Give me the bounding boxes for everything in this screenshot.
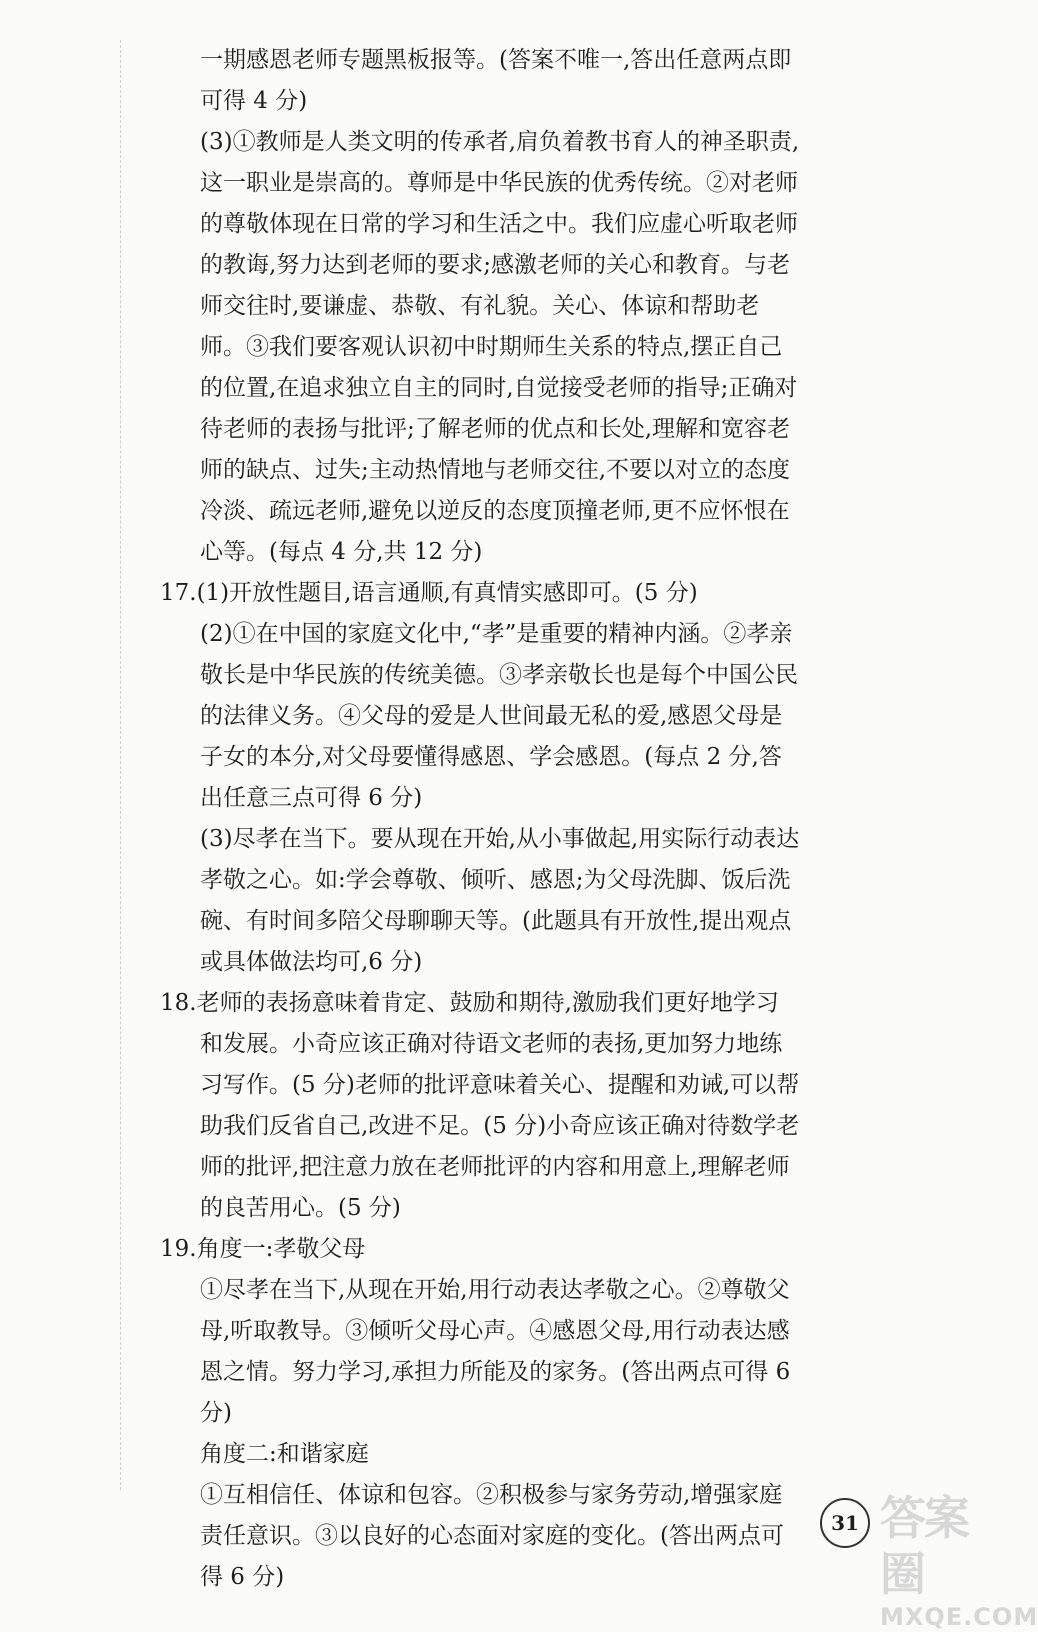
question-18-answer: 18.老师的表扬意味着肯定、鼓励和期待,激励我们更好地学习和发展。小奇应该正确对待语文老师的表扬,更加努力地练习写作。(5 分)老师的批评意味着关心、提醒和劝诫,可以帮助我们反省自己,改进不足。(5 分)小奇应该正确对待数学老师的批评,把注意力放在老师批评的内容和用意上,理解老师的良苦用心。(5 分) <box>160 990 800 1221</box>
question-17-part-3: (3)尽孝在当下。要从现在开始,从小事做起,用实际行动表达孝敬之心。如:学会尊敬、倾听、感恩;为父母洗脚、饭后洗碗、有时间多陪父母聊聊天等。(此题具有开放性,提出观点或具体做法均可,6 分) <box>200 826 800 975</box>
page-number: 31 <box>820 1498 870 1548</box>
question-19-angle-2-heading: 角度二:和谐家庭 <box>200 1441 369 1467</box>
question-19-angle-1-heading: 19.角度一:孝敬父母 <box>160 1236 366 1262</box>
question-19-angle-2-text: ①互相信任、体谅和包容。②积极参与家务劳动,增强家庭责任意识。③以良好的心态面对家庭的变化。(答出两点可得 6 分) <box>200 1482 784 1590</box>
watermark-main-text: 答案圈 <box>880 1491 968 1601</box>
answer-paragraph: (3)①教师是人类文明的传承者,肩负着教书育人的神圣职责,这一职业是崇高的。尊师是中华民族的优秀传统。②对老师的尊敬体现在日常的学习和生活之中。我们应虚心听取老师的教诲,努力达到老师的要求;感激老师的关心和教育。与老师交往时,要谦虚、恭敬、有礼貌。关心、体谅和帮助老师。③我们要客观认识初中时期师生关系的特点,摆正自己的位置,在追求独立自主的同时,自觉接受老师的指导;正确对待老师的表扬与批评;了解老师的优点和长处,理解和宽容老师的缺点、过失;主动热情地与老师交往,不要以对立的态度冷淡、疏远老师,避免以逆反的态度顶撞老师,更不应怀恨在心等。(每点 4 分,共 12 分) <box>200 129 800 565</box>
watermark-url-text: MXQE.COM <box>880 1603 1038 1631</box>
answer-paragraph: 一期感恩老师专题黑板报等。(答案不唯一,答出任意两点即可得 4 分) <box>200 47 792 114</box>
question-17-part-1: 17.(1)开放性题目,语言通顺,有真情实感即可。(5 分) <box>160 580 698 606</box>
answer-text-block <box>160 40 800 1598</box>
question-19-angle-1-text: ①尽孝在当下,从现在开始,用行动表达孝敬之心。②尊敬父母,听取教导。③倾听父母心声。④感恩父母,用行动表达感恩之情。努力学习,承担力所能及的家务。(答出两点可得 6 分) <box>200 1277 791 1426</box>
margin-guide-line <box>120 40 121 1490</box>
site-watermark-logo <box>880 1490 1038 1631</box>
question-17-part-2: (2)①在中国的家庭文化中,“孝”是重要的精神内涵。②孝亲敬长是中华民族的传统美德。③孝亲敬长也是每个中国公民的法律义务。④父母的爱是人世间最无私的爱,感恩父母是子女的本分,对父母要懂得感恩、学会感恩。(每点 2 分,答出任意三点可得 6 分) <box>200 621 798 811</box>
